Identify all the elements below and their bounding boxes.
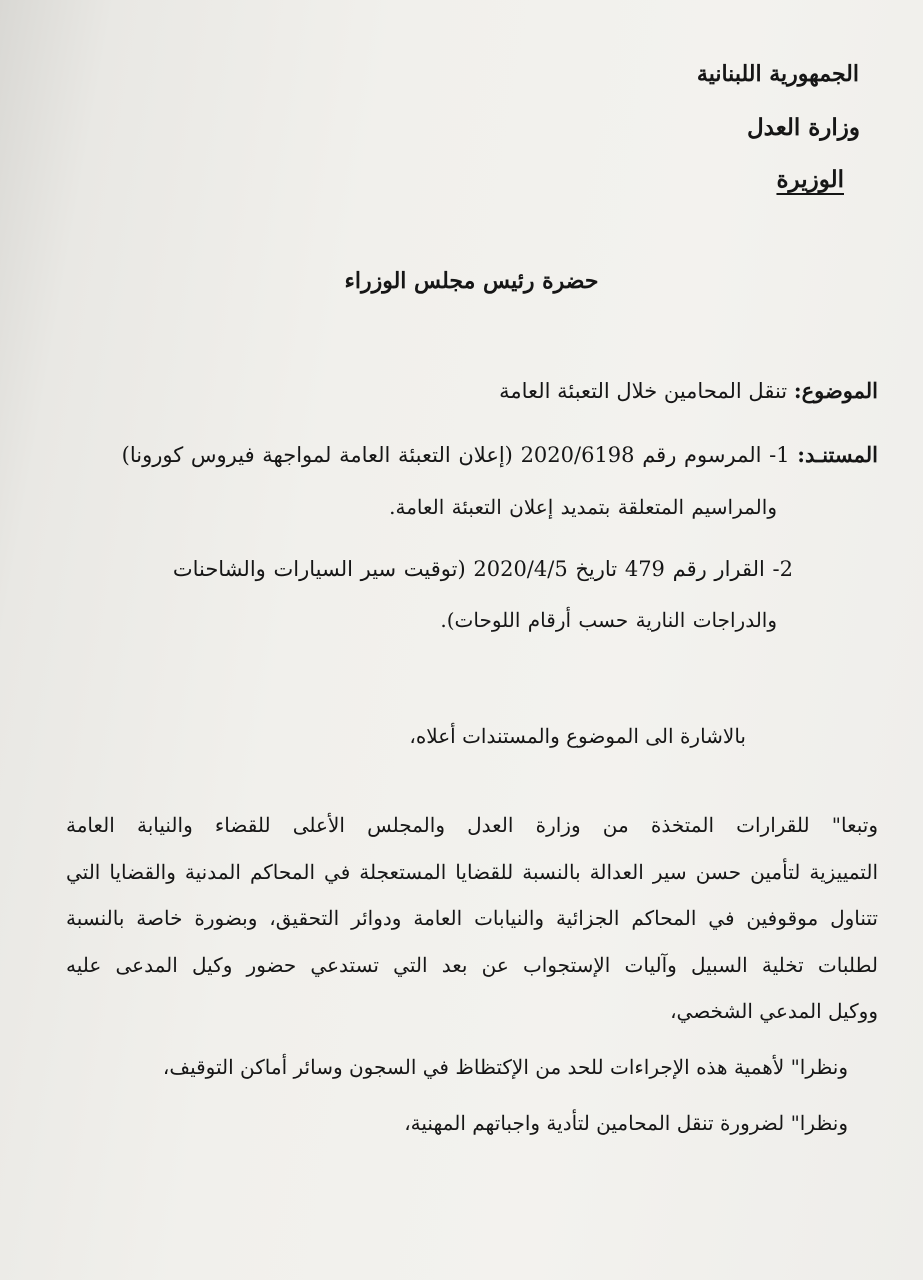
intro-line: بالاشارة الى الموضوع والمستندات أعلاه، [409, 724, 746, 748]
paragraph-line: ووكيل المدعي الشخصي، [670, 999, 878, 1023]
body-paragraph-1 [66, 802, 878, 1035]
reference-item-1: 1- المرسوم رقم 2020/6198 (إعلان التعبئة العامة لمواجهة فيروس كورونا) [121, 443, 798, 467]
letterhead-ministry: وزارة العدل [746, 114, 860, 141]
reference-item-2-continued: والدراجات النارية حسب أرقام اللوحات). [440, 608, 777, 632]
letterhead-minister: الوزيرة [776, 166, 844, 193]
body-paragraph-2: ونظرا" لأهمية هذه الإجراءات للحد من الإكتظاظ في السجون وسائر أماكن التوقيف، [162, 1055, 848, 1079]
paragraph-line: التمييزية لتأمين حسن سير العدالة بالنسبة للقضايا المستعجلة في المحاكم المدنية والقضايا التي [66, 859, 878, 884]
paragraph-line: تتناول موقوفين في المحاكم الجزائية والنيابات العامة ودوائر التحقيق، وبضورة خاصة بالنسبة [66, 906, 878, 930]
subject-text: تنقل المحامين خلال التعبئة العامة [499, 379, 794, 403]
letterhead-republic: الجمهورية اللبنانية [696, 61, 859, 87]
paragraph-line: وتبعا" للقرارات المتخذة من وزارة العدل والمجلس الأعلى للقضاء والنيابة العامة [66, 813, 878, 837]
reference-item-1-continued: والمراسيم المتعلقة بتمديد إعلان التعبئة العامة. [389, 495, 777, 519]
reference-line-1 [122, 444, 878, 466]
paragraph-line: لطلبات تخلية السبيل وآليات الإستجواب عن بعد التي تستدعي حضور وكيل المدعى عليه [66, 952, 878, 977]
subject-label: الموضوع: [793, 378, 878, 403]
subject-line [499, 380, 878, 402]
reference-item-2: 2- القرار رقم 479 تاريخ 2020/4/5 (توقيت سير السيارات والشاحنات [172, 557, 793, 581]
body-paragraph-3: ونظرا" لضرورة تنقل المحامين لتأدية واجباتهم المهنية، [404, 1111, 848, 1135]
reference-label: المستنـد: [797, 442, 878, 467]
addressee: حضرة رئيس مجلس الوزراء [344, 268, 599, 294]
